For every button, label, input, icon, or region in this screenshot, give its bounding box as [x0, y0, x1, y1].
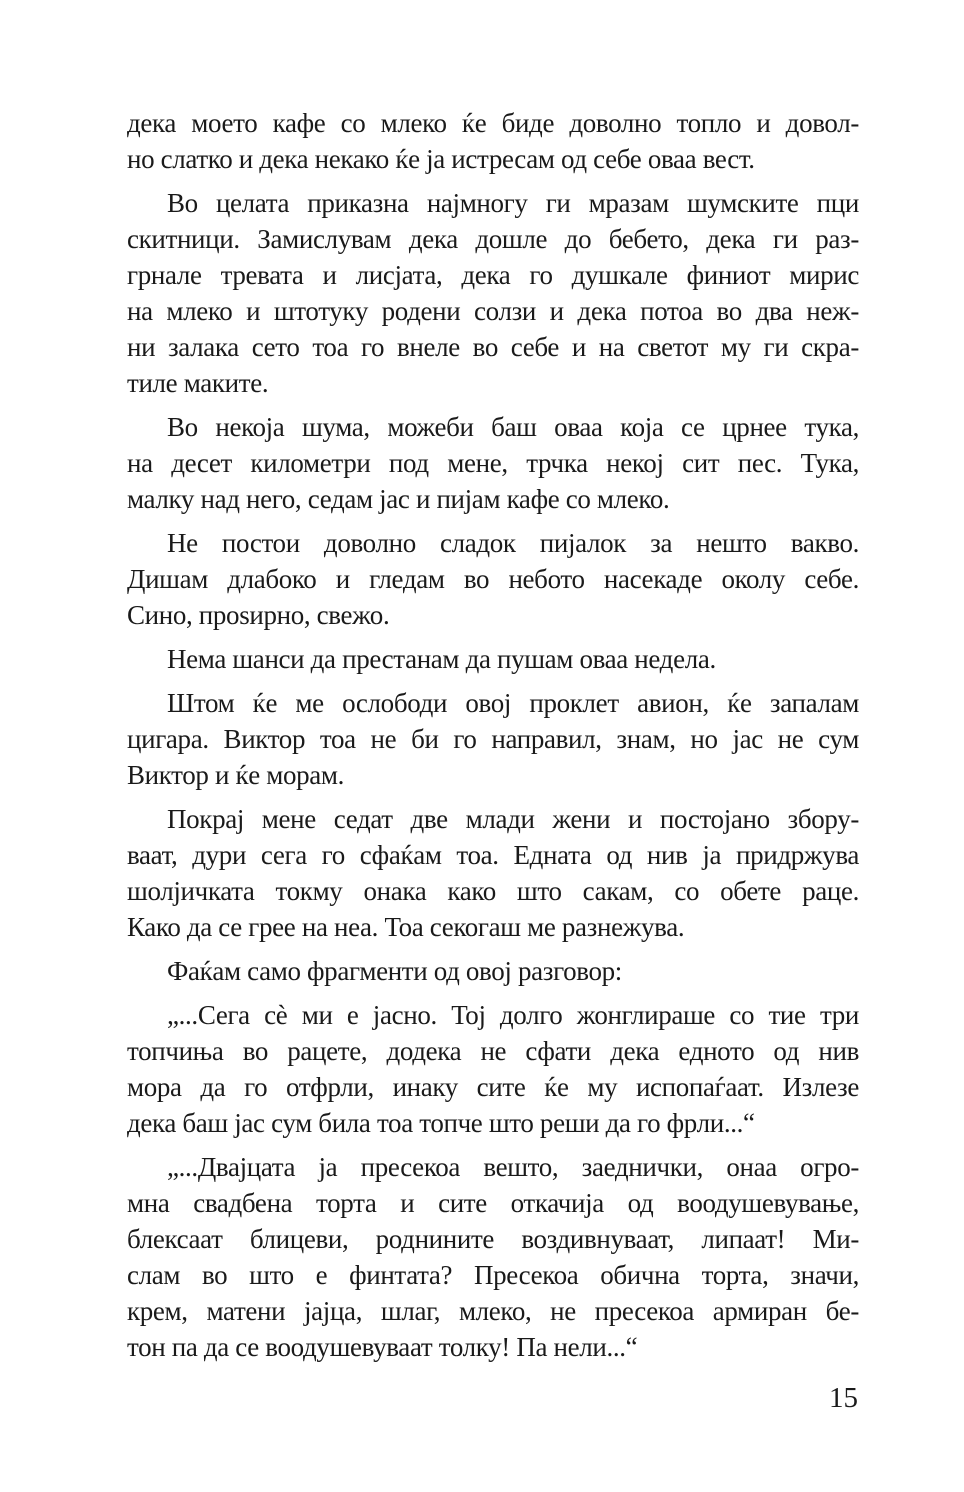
- text-line: слам во што е финтата? Пресекоа обична торта, значи,: [127, 1260, 859, 1290]
- text-line: дека баш јас сум била тоа топче што реши да го фрли...“: [127, 1108, 755, 1138]
- text-line: блексаат блицеви, роднините воздивнуваат, липаат! Ми-: [127, 1224, 859, 1254]
- text-line: ни залака сето тоа го внеле во себе и на светот му ги скра-: [127, 332, 859, 362]
- page-number: 15: [829, 1382, 858, 1414]
- paragraph: [127, 409, 859, 517]
- text-line: дека моето кафе со млеко ќе биде доволно топло и довол-: [127, 108, 859, 138]
- text-line: Во некоја шума, можеби баш оваа која се црнее тука,: [167, 412, 859, 442]
- text-line: Дишам длабоко и гледам во небото насекаде околу себе.: [127, 564, 859, 594]
- text-line: но слатко и дека некако ќе ја истресам од себе оваа вест.: [127, 144, 755, 174]
- paragraph: [127, 105, 859, 177]
- text-line: ваат, дури сега го сфаќам тоа. Едната од нив ја придржува: [127, 840, 859, 870]
- text-line: Во целата приказна најмногу ги мразам шумските пци: [167, 188, 859, 218]
- text-line: тиле макитe.: [127, 368, 269, 398]
- paragraph: [127, 953, 859, 989]
- quoted-paragraph: [127, 997, 859, 1141]
- text-line: Нема шанси да престанам да пушам оваа недела.: [167, 644, 716, 674]
- text-line: Штом ќе ме ослободи овој проклет авион, ќе запалам: [167, 688, 859, 718]
- text-line: Виктор и ќе морам.: [127, 760, 345, 790]
- text-line: цигара. Виктор тоа не би го направил, знам, но јас не сум: [127, 724, 859, 754]
- text-line: топчиња во рацете, додека не сфати дека едното од нив: [127, 1036, 859, 1066]
- text-line: мна свадбена торта и сите откачија од воодушевување,: [127, 1188, 859, 1218]
- text-line: грнале тревата и лисјата, дека го душкале финиот мирис: [127, 260, 859, 290]
- text-line: крем, матени јајца, шлаг, млеко, не пресекоа армиран бе-: [127, 1296, 859, 1326]
- text-line: Сино, проѕирно, свежо.: [127, 600, 390, 630]
- text-line: на десет километри под мене, трчка некој сит пес. Тука,: [127, 448, 859, 478]
- quoted-paragraph: [127, 1149, 859, 1365]
- paragraph: [127, 525, 859, 633]
- text-line: Покрај мене седат две млади жени и постојано збору-: [167, 804, 859, 834]
- text-line: Како да се грее на неа. Тоа секогаш ме разнежува.: [127, 912, 685, 942]
- text-line: тон па да се воодушевуваат толку! Па нели...“: [127, 1332, 638, 1362]
- text-line: „...Двајцата ја пресекоа вешто, заеднички, онаа огро-: [167, 1152, 859, 1182]
- text-line: Фаќам само фрагменти од овој разговор:: [167, 956, 622, 986]
- text-line: Не постои доволно сладок пијалок за нешто вакво.: [167, 528, 859, 558]
- paragraph: [127, 685, 859, 793]
- paragraph: [127, 185, 859, 401]
- text-line: на млеко и штотуку родени солзи и дека потоа во два неж-: [127, 296, 859, 326]
- paragraph: [127, 641, 859, 677]
- text-line: скитници. Замислувам дека дошле до бебето, дека ги раз-: [127, 224, 859, 254]
- text-line: шолјичката токму онака како што сакам, со обете раце.: [127, 876, 859, 906]
- paragraph: [127, 801, 859, 945]
- text-line: мора да го отфрли, инаку сите ќе му испопаѓаат. Излезе: [127, 1072, 859, 1102]
- page-body: [127, 105, 859, 1373]
- text-line: малку над него, седам јас и пијам кафе со млеко.: [127, 484, 670, 514]
- text-line: „...Сега сè ми е јасно. Тој долго жонглираше со тие три: [167, 1000, 859, 1030]
